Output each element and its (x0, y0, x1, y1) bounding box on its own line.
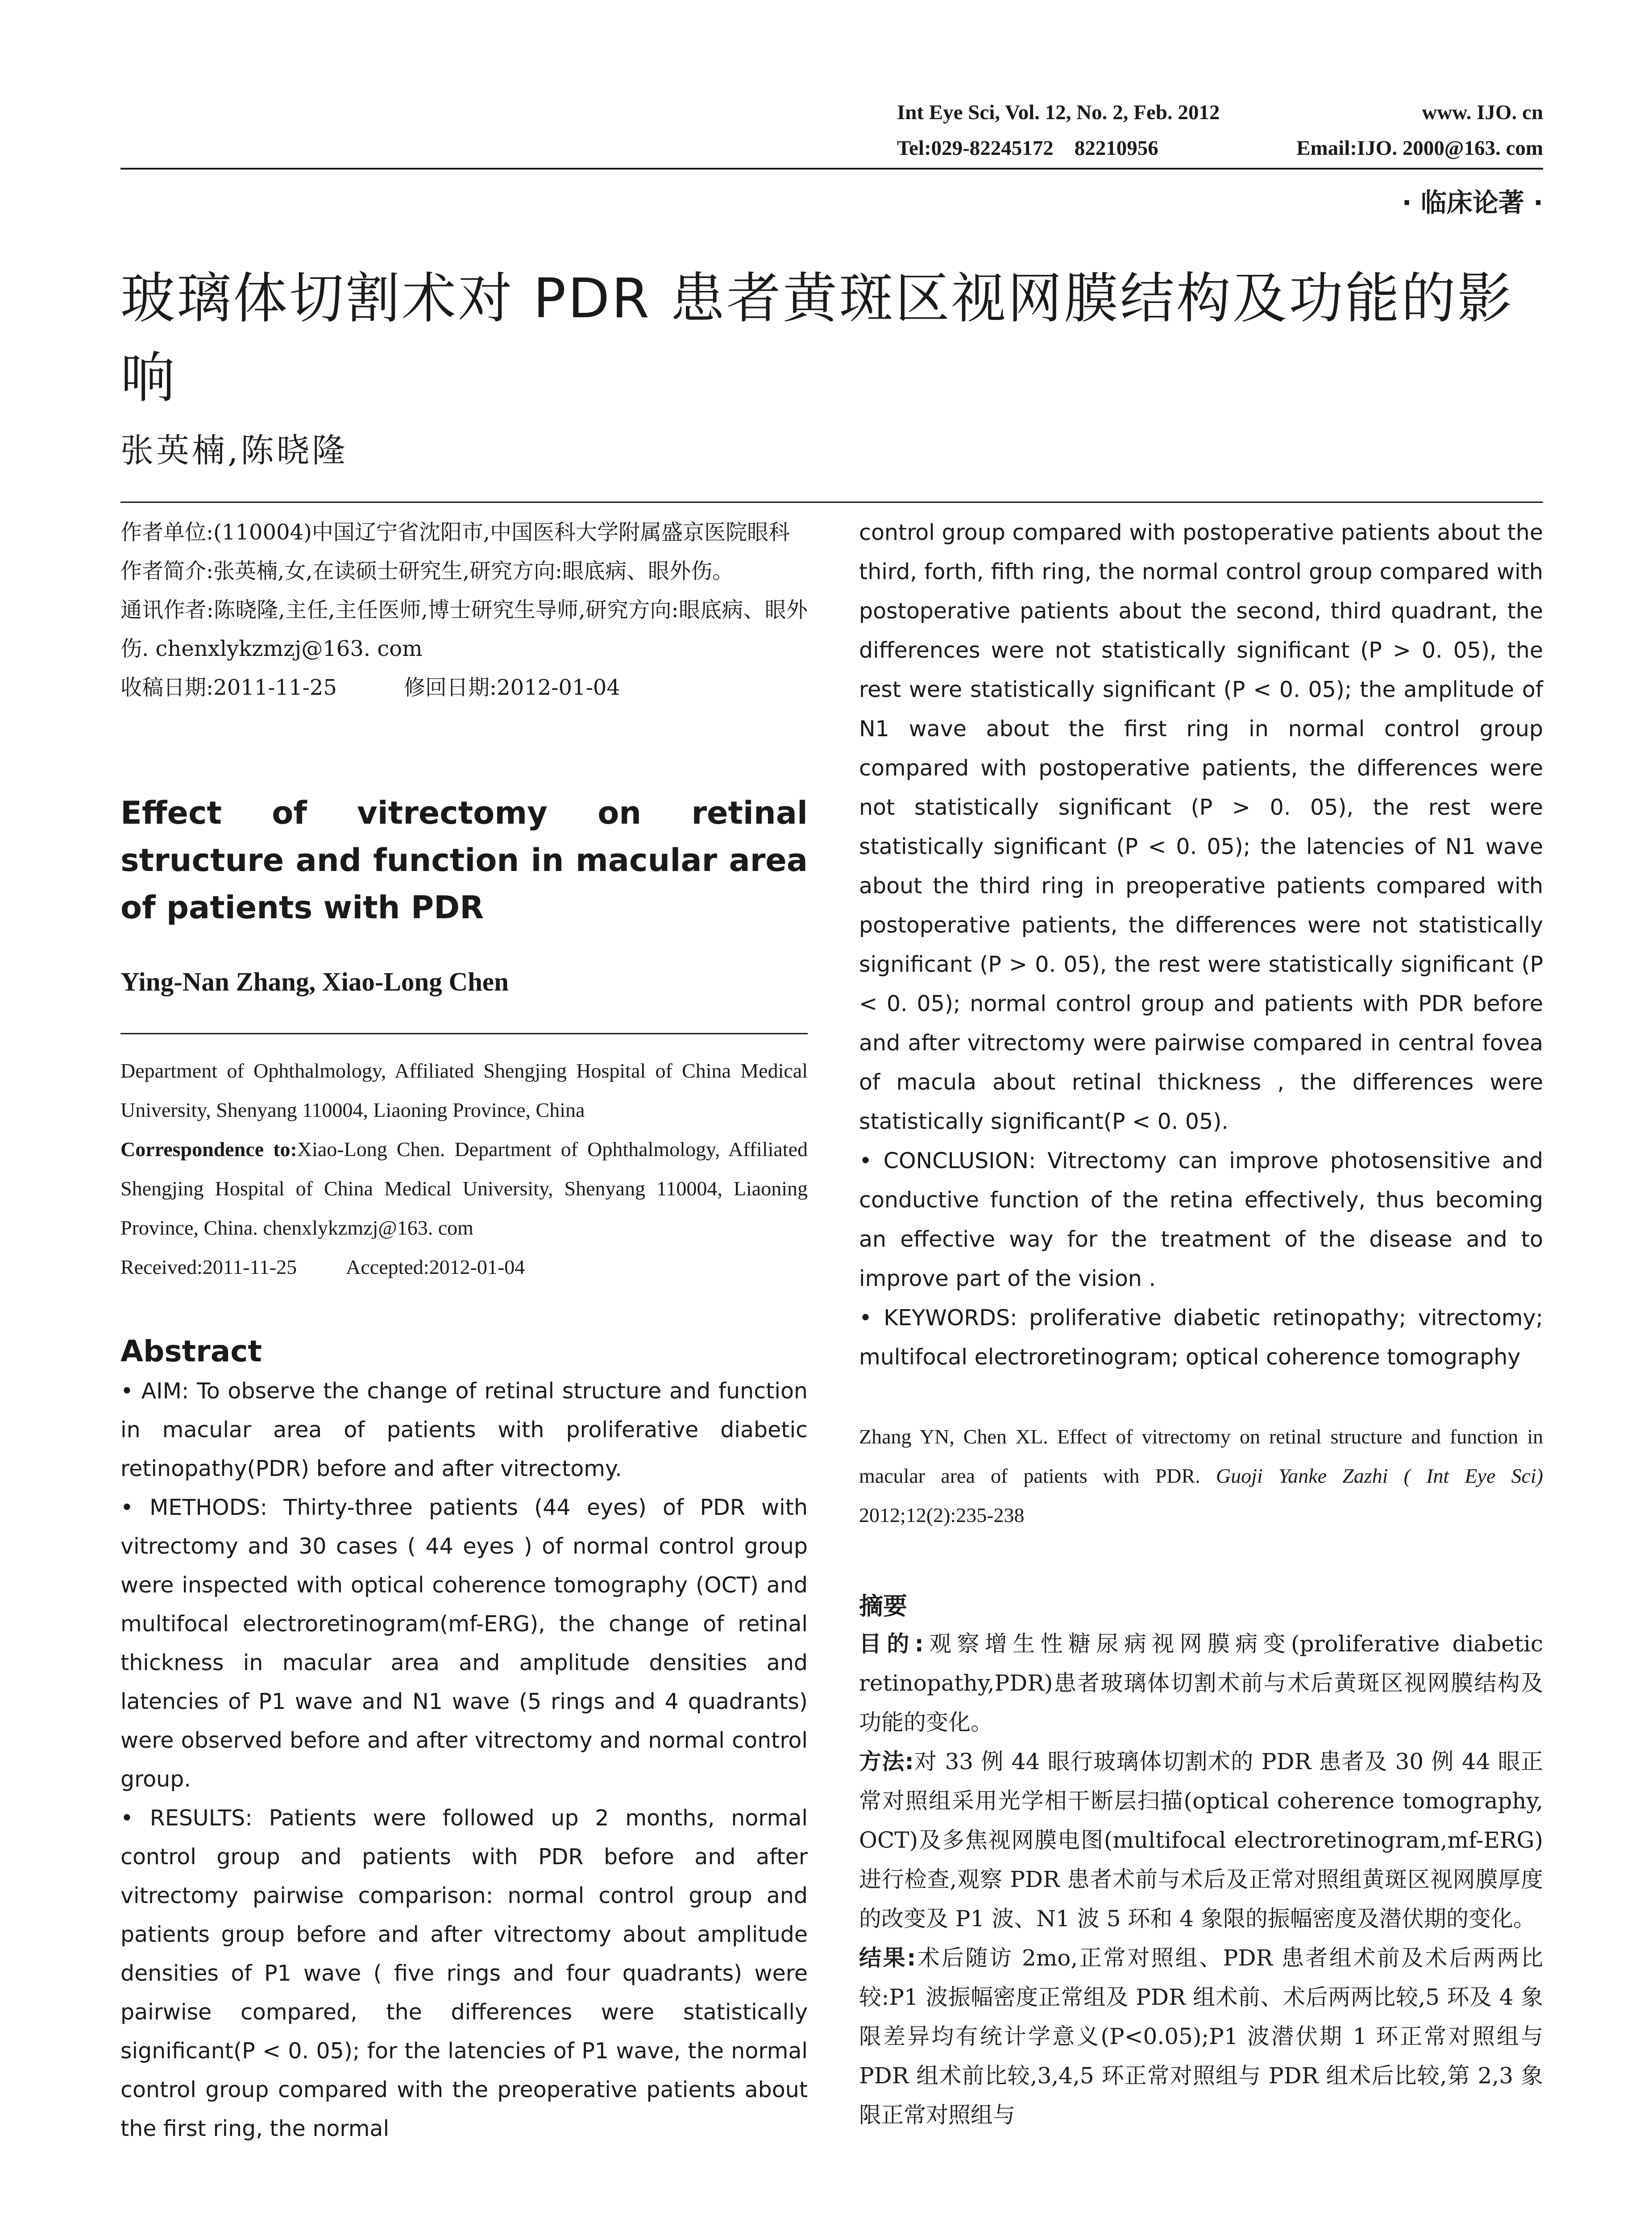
abstract-cn-aim-label: 目的: (859, 1631, 924, 1657)
accepted-date-en: Accepted:2012-01-04 (346, 1256, 525, 1278)
correspondence-text: Xiao-Long Chen. Department of Ophthalmology, Affiliated Shengjing Hospital of China Medical University, Shenyang 110004, Liaoning Province, China. chenxlykzmzj@163. com (120, 1138, 808, 1239)
dates-en (120, 1248, 808, 1287)
abstract-methods: • METHODS: Thirty-three patients (44 eyes) of PDR with vitrectomy and 30 cases ( 44 eyes ) of normal control group were inspected with optical coherence tomography (OCT) and multifocal electroretinogram(mf-ERG), the change of retinal thickness in macular area and amplitude densities and latencies of P1 wave and N1 wave (5 rings and 4 quadrants) were observed before and after vitrectomy and normal control group. (120, 1495, 808, 1792)
abstract-cn-results (859, 1938, 1543, 2135)
citation-volume: 2012;12(2):235-238 (859, 1504, 1025, 1526)
abstract-body-left (120, 1372, 808, 2148)
right-column (859, 513, 1543, 2135)
abstract-cn-aim (859, 1624, 1543, 1742)
authors-cn: 张英楠,陈晓隆 (120, 431, 348, 470)
dates-cn (120, 668, 808, 707)
affiliation-en-block (120, 1051, 808, 1287)
journal-citation: Int Eye Sci, Vol. 12, No. 2, Feb. 2012 (897, 101, 1220, 124)
title-en: Effect of vitrectomy on retinal structure and function in macular area of patients with PDR (120, 795, 808, 926)
header-rule (120, 168, 1543, 170)
abstract-results-part1: • RESULTS: Patients were followed up 2 months, normal control group and patients with PDR before and after vitrectomy pairwise comparison: normal control group and patients group before and after vitrectomy about amplitude densities of P1 wave ( five rings and four quadrants) were pairwise compared, the differences were statistically significant(P < 0. 05); for the latencies of P1 wave, the normal control group compared with the preoperative patients about the first ring, the normal (120, 1805, 808, 2141)
revised-date-cn: 修回日期:2012-01-04 (403, 675, 620, 700)
title-rule (120, 502, 1543, 503)
abstract-cn-results-text: 术后随访 2mo,正常对照组、PDR 患者组术前及术后两两比较:P1 波振幅密度正常组及 PDR 组术前、术后两两比较,5 环及 4 象限差异均有统计学意义(P<0.05);P1 波潜伏期 1 环正常对照组与 PDR 组术前比较,3,4,5 环正常对照组与 PDR 组术后比较,第 2,3 象限正常对照组与 (859, 1945, 1543, 2128)
affiliation-en: Department of Ophthalmology, Affiliated Shengjing Hospital of China Medical University, Shenyang 110004, Liaoning Province, China (120, 1059, 808, 1121)
journal-email: Email:IJO. 2000@163. com (1296, 137, 1543, 160)
title-cn: 玻璃体切割术对 PDR 患者黄斑区视网膜结构及功能的影响 (120, 267, 1514, 410)
correspondence-label: Correspondence to: (120, 1138, 297, 1161)
abstract-cn-methods (859, 1742, 1543, 1938)
abstract-body-right (859, 513, 1543, 1377)
abstract-cn-body (859, 1624, 1543, 2135)
abstract-cn-heading: 摘要 (859, 1592, 907, 1620)
author-info-cn (120, 513, 808, 707)
citation (859, 1417, 1543, 1535)
abstract-cn-results-label: 结果: (859, 1945, 916, 1971)
citation-text: Zhang YN, Chen XL. Effect of vitrectomy on retinal structure and function in macular area of patients with PDR. (859, 1425, 1543, 1487)
abstract-keywords: • KEYWORDS: proliferative diabetic retinopathy; vitrectomy; multifocal electroretinogram; optical coherence tomography (859, 1305, 1543, 1370)
journal-website: www. IJO. cn (1422, 101, 1543, 124)
journal-tel: Tel:029-82245172 82210956 (897, 137, 1158, 160)
correspondence-en (120, 1130, 808, 1248)
abstract-aim: • AIM: To observe the change of retinal structure and function in macular area of patients with proliferative diabetic retinopathy(PDR) before and after vitrectomy. (120, 1378, 808, 1481)
running-header-line2 (897, 135, 1543, 162)
correspondence-cn: 通讯作者:陈晓隆,主任,主任医师,博士研究生导师,研究方向:眼底病、眼外伤. chenxlykzmzj@163. com (120, 597, 808, 661)
received-date-cn: 收稿日期:2011-11-25 (120, 675, 337, 700)
received-date-en: Received:2011-11-25 (120, 1256, 297, 1278)
section-tag: · 临床论著 · (1402, 187, 1543, 218)
left-column (120, 513, 808, 2148)
authors-rule (120, 1033, 808, 1034)
profile-cn: 作者简介:张英楠,女,在读硕士研究生,研究方向:眼底病、眼外伤。 (120, 559, 734, 584)
abstract-heading: Abstract (120, 1334, 262, 1368)
abstract-cn-methods-label: 方法: (859, 1749, 914, 1775)
affiliation-cn: 作者单位:(110004)中国辽宁省沈阳市,中国医科大学附属盛京医院眼科 (120, 520, 790, 545)
citation-journal: Guoji Yanke Zazhi ( Int Eye Sci) (1216, 1464, 1543, 1487)
abstract-cn-aim-text: 观察增生性糖尿病视网膜病变(proliferative diabetic retinopathy,PDR)患者玻璃体切割术前与术后黄斑区视网膜结构及功能的变化。 (859, 1631, 1543, 1735)
abstract-cn-methods-text: 对 33 例 44 眼行玻璃体切割术的 PDR 患者及 30 例 44 眼正常对照组采用光学相干断层扫描(optical coherence tomography, OCT)及多焦视网膜电图(multifocal electroretinogram,mf-ERG)进行检查,观察 PDR 患者术前与术后及正常对照组黄斑区视网膜厚度的改变及 P1 波、N1 波 5 环和 4 象限的振幅密度及潜伏期的变化。 (859, 1749, 1543, 1932)
authors-en: Ying-Nan Zhang, Xiao-Long Chen (120, 967, 509, 996)
abstract-conclusion: • CONCLUSION: Vitrectomy can improve photosensitive and conductive function of the retina effectively, thus becoming an effective way for the treatment of the disease and to improve part of the vision . (859, 1148, 1543, 1291)
running-header-line1 (897, 99, 1543, 126)
abstract-results-part2: control group compared with postoperative patients about the third, forth, fifth ring, the normal control group compared with postoperative patients about the second, third quadrant, the differences were not statistically significant (P > 0. 05), the rest were statistically significant (P < 0. 05); the amplitude of N1 wave about the first ring in normal control group compared with postoperative patients, the differences were not statistically significant (P > 0. 05), the rest were statistically significant (P < 0. 05); the latencies of N1 wave about the third ring in preoperative patients compared with postoperative patients, the differences were not statistically significant (P > 0. 05), the rest were statistically significant (P < 0. 05); normal control group and patients with PDR before and after vitrectomy were pairwise compared in central fovea of macula about retinal thickness , the differences were statistically significant(P < 0. 05). (859, 520, 1543, 1134)
